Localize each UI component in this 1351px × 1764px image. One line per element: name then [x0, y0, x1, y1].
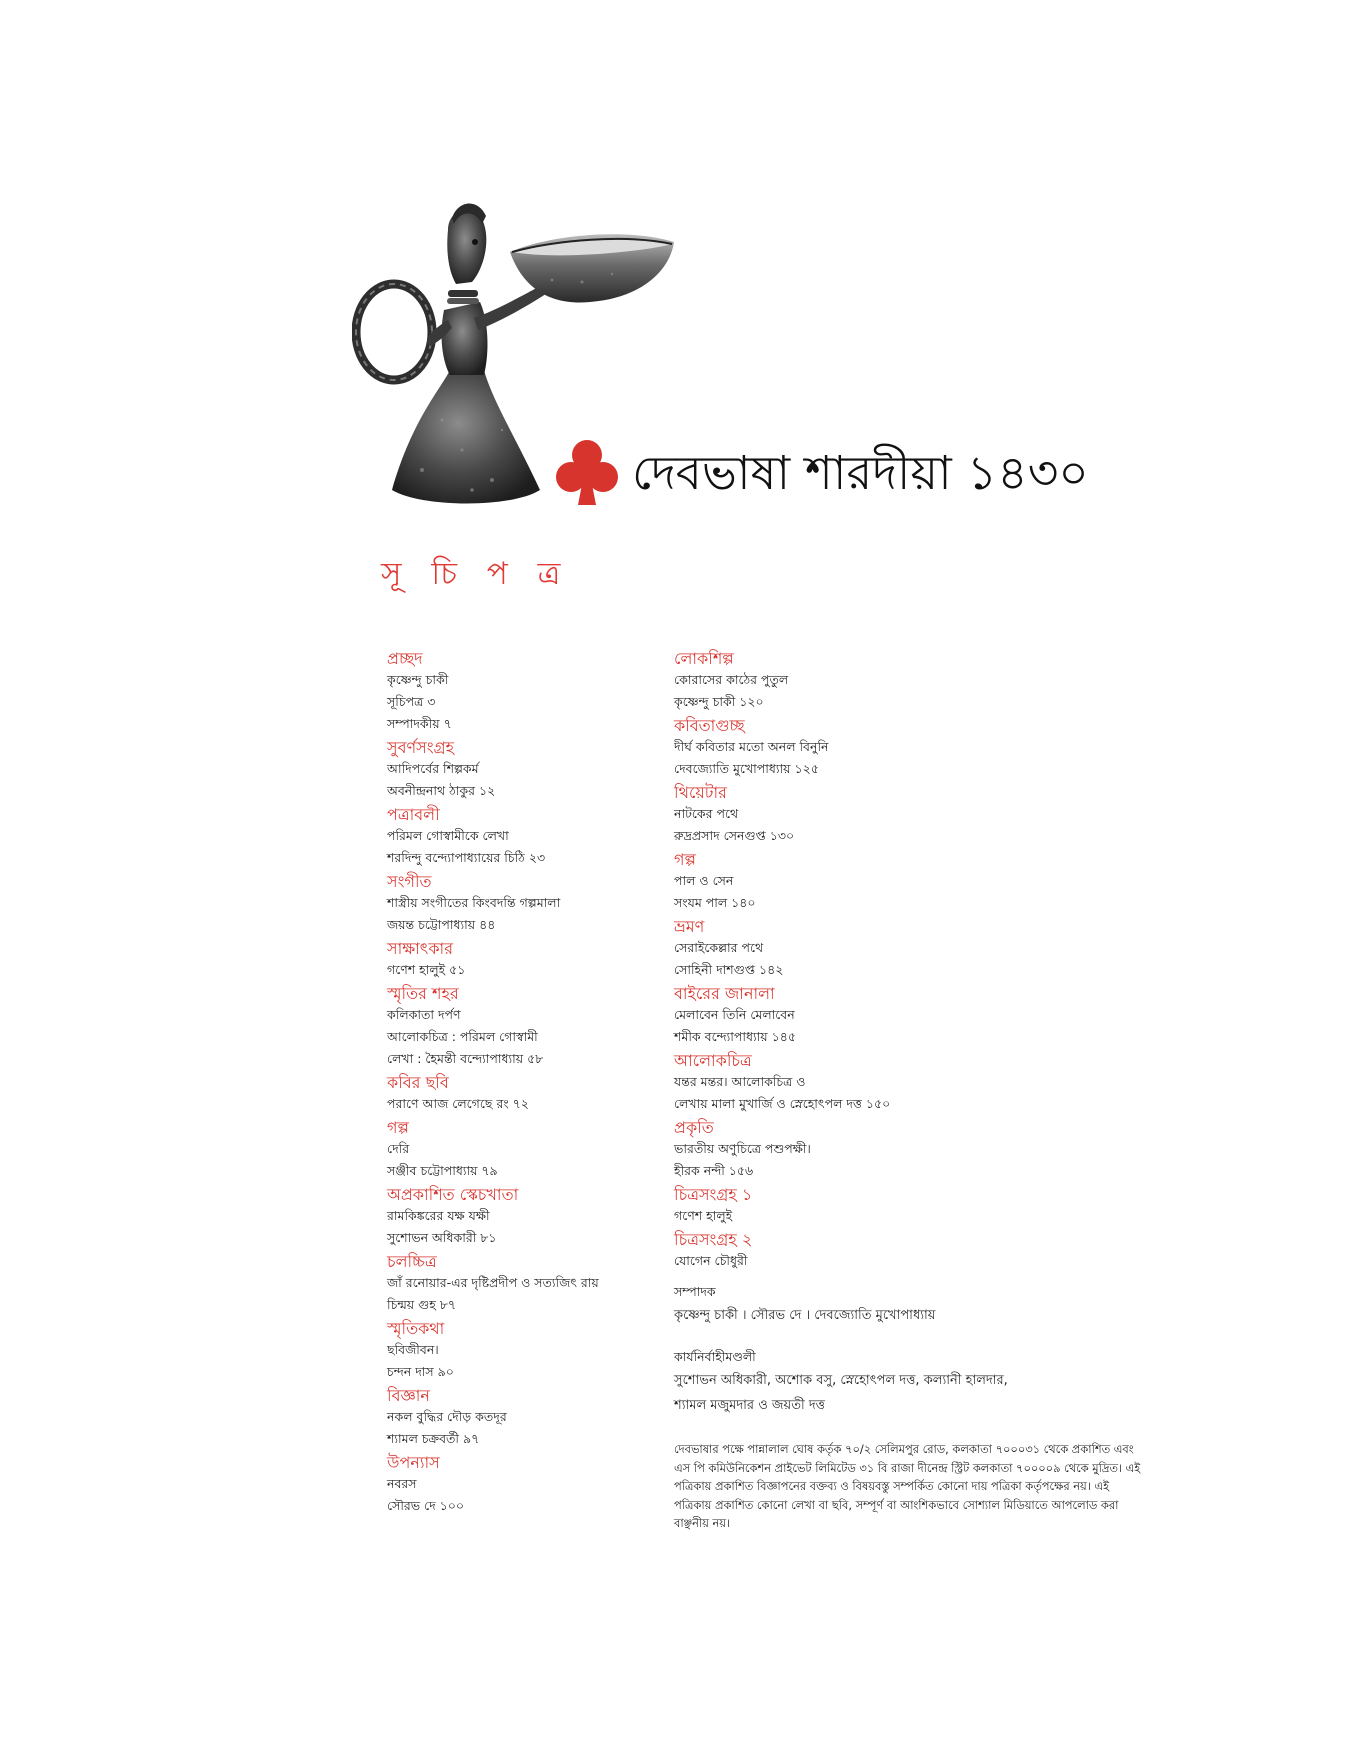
toc-section-title: থিয়েটার — [674, 783, 727, 802]
toc-entry-line: চন্দন দাস ৯০ — [387, 1364, 454, 1379]
toc-section-title: স্মৃতিকথা — [387, 1319, 445, 1338]
toc-entry-line: নবরস — [387, 1476, 417, 1491]
magazine-title: দেবভাষা শারদীয়া ১৪৩০ — [632, 445, 1089, 501]
toc-section-title: চিত্রসংগ্রহ ২ — [674, 1230, 753, 1249]
toc-section — [387, 871, 705, 936]
toc-section — [387, 983, 705, 1070]
toc-section — [674, 849, 1154, 914]
toc-entry-line: মেলাবেন তিনি মেলাবেন — [674, 1007, 795, 1022]
toc-entry-line: পরিমল গোস্বামীকে লেখা — [387, 828, 509, 843]
toc-entry-line: জাঁ রনোয়ার-এর দৃষ্টিপ্রদীপ ও সত্যজিৎ রায় — [387, 1275, 599, 1290]
toc-entry-line: যোগেন চৌধুরী — [674, 1253, 748, 1268]
toc-section-title: সাক্ষাৎকার — [387, 939, 453, 958]
committee-names-line2: শ্যামল মজুমদার ও জয়তী দত্ত — [674, 1398, 825, 1413]
toc-entry-line: ভারতীয় অণুচিত্রে পশুপক্ষী। — [674, 1141, 811, 1156]
toc-entry-line: পরাণে আজ লেগেছে রং ৭২ — [387, 1096, 529, 1111]
toc-section-title: চিত্রসংগ্রহ ১ — [674, 1185, 753, 1204]
toc-entry-line: ছবিজীবন। — [387, 1342, 439, 1357]
toc-section — [674, 916, 1154, 981]
toc-entry-line: সম্পাদকীয় ৭ — [387, 716, 452, 731]
editors-names: কৃষ্ণেন্দু চাকী । সৌরভ দে । দেবজ্যোতি মুখোপাধ্যায় — [674, 1308, 936, 1323]
toc-section — [674, 1117, 1154, 1182]
toc-section — [387, 1072, 705, 1115]
toc-entry-line: কৃষ্ণেন্দু চাকী — [387, 672, 449, 687]
toc-entry-line: সঞ্জীব চট্টোপাধ্যায় ৭৯ — [387, 1163, 498, 1178]
toc-section-title: প্রকৃতি — [674, 1118, 714, 1137]
toc-entry-line: কলিকাতা দর্পণ — [387, 1007, 461, 1022]
toc-entry-line: দীর্ঘ কবিতার মতো অনল বিনুনি — [674, 739, 829, 754]
toc-section — [674, 1050, 1154, 1115]
toc-section-title: অপ্রকাশিত স্কেচখাতা — [387, 1185, 519, 1204]
toc-entry-line: সংযম পাল ১৪০ — [674, 895, 756, 910]
masthead — [556, 436, 1089, 510]
toc-entry-line: সোহিনী দাশগুপ্ত ১৪২ — [674, 962, 784, 977]
toc-heading: সূ চি প ত্র — [381, 556, 571, 592]
toc-entry-line: সৌরভ দে ১০০ — [387, 1498, 465, 1513]
toc-section — [387, 1385, 705, 1450]
toc-section — [674, 1229, 1154, 1272]
toc-entry-line: জয়ন্ত চট্টোপাধ্যায় ৪৪ — [387, 917, 496, 932]
toc-section-title: বাইরের জানালা — [674, 984, 775, 1003]
toc-section — [674, 983, 1154, 1048]
toc-entry-line: শাস্ত্রীয় সংগীতের কিংবদন্তি গল্পমালা — [387, 895, 561, 910]
toc-section-title: লোকশিল্প — [674, 649, 734, 668]
editors-block — [674, 1281, 1154, 1328]
toc-section-title: ভ্রমণ — [674, 917, 705, 936]
toc-section — [387, 1452, 705, 1517]
imprint-text: দেবভাষার পক্ষে পান্নালাল ঘোষ কর্তৃক ৭০/২ সেলিমপুর রোড, কলকাতা ৭০০০৩১ থেকে প্রকাশিত এবং এস পি কমিউনিকেশন প্রাইভেট লিমিটেড ৩১ বি রাজা দীনেন্দ্র স্ট্রিট কলকাতা ৭০০০০৯ থেকে মুদ্রিত। এই পত্রিকায় প্রকাশিত বিজ্ঞাপনের বক্তব্য ও বিষয়বস্তু সম্পর্কিত কোনো দায় পত্রিকা কর্তৃপক্ষের নয়। এই পত্রিকায় প্রকাশিত কোনো লেখা বা ছবি, সম্পূর্ণ বা আংশিকভাবে সোশ্যাল মিডিয়াতে আপলোড করা বাঞ্ছনীয় নয়। — [674, 1442, 1141, 1530]
toc-entry-line: কোরাসের কাঠের পুতুল — [674, 672, 789, 687]
toc-section-title: আলোকচিত্র — [674, 1051, 752, 1070]
toc-section-title: সুবর্ণসংগ্রহ — [387, 738, 454, 757]
toc-entry-line: সুশোভন অধিকারী ৮১ — [387, 1230, 497, 1245]
toc-section — [387, 1251, 705, 1316]
toc-entry-line: গণেশ হালুই — [674, 1208, 733, 1223]
toc-entry-line: রামকিঙ্করের যক্ষ যক্ষী — [387, 1208, 490, 1223]
toc-section-title: কবিতাগুচ্ছ — [674, 716, 745, 735]
committee-names-line1: সুশোভন অধিকারী, অশোক বসু, স্নেহোৎপল দত্ত, কল্যানী হালদার, — [674, 1373, 1008, 1388]
toc-entry-line: হীরক নন্দী ১৫৬ — [674, 1163, 754, 1178]
toc-entry-line: শমীক বন্দ্যোপাধ্যায় ১৪৫ — [674, 1029, 796, 1044]
toc-section — [387, 737, 705, 802]
toc-section-title: স্মৃতির শহর — [387, 984, 459, 1003]
toc-entry-line: দেরি — [387, 1141, 410, 1156]
toc-section — [674, 715, 1154, 780]
toc-entry-line: সেরাইকেল্লার পথে — [674, 940, 764, 955]
toc-section — [387, 804, 705, 869]
toc-entry-line: আলোকচিত্র : পরিমল গোস্বামী — [387, 1029, 538, 1044]
toc-section — [387, 938, 705, 981]
toc-section-title: প্রচ্ছদ — [387, 649, 423, 668]
toc-section — [387, 648, 705, 735]
toc-section — [387, 1117, 705, 1182]
toc-section-title: গল্প — [674, 850, 696, 869]
toc-left-column — [387, 648, 705, 1519]
toc-right-sections — [674, 648, 1154, 1272]
toc-entry-line: যন্তর মন্তর। আলোকচিত্র ও — [674, 1074, 806, 1089]
toc-section-title: চলচ্চিত্র — [387, 1252, 437, 1271]
toc-entry-line: নকল বুদ্ধির দৌড় কতদূর — [387, 1409, 507, 1424]
editors-label: সম্পাদক — [674, 1284, 716, 1299]
toc-entry-line: কৃষ্ণেন্দু চাকী ১২০ — [674, 694, 764, 709]
toc-section — [674, 648, 1154, 713]
toc-section — [387, 1184, 705, 1249]
toc-section-title: গল্প — [387, 1118, 409, 1137]
toc-right-column — [674, 648, 1154, 1533]
toc-entry-line: লেখায় মালা মুখার্জি ও স্নেহোৎপল দত্ত ১৫০ — [674, 1096, 891, 1111]
toc-section-title: পত্রাবলী — [387, 805, 440, 824]
toc-section-title: সংগীত — [387, 872, 432, 891]
toc-entry-line: শ্যামল চক্রবর্তী ৯৭ — [387, 1431, 480, 1446]
toc-entry-line: আদিপর্বের শিল্পকর্ম — [387, 761, 479, 776]
toc-entry-line: গণেশ হালুই ৫১ — [387, 962, 466, 977]
toc-section-title: কবির ছবি — [387, 1073, 449, 1092]
committee-label: কার্যনির্বাহীমণ্ডলী — [674, 1349, 756, 1364]
toc-entry-line: রুদ্রপ্রসাদ সেনগুপ্ত ১৩০ — [674, 828, 795, 843]
committee-block — [674, 1346, 1154, 1418]
toc-section — [387, 1318, 705, 1383]
toc-entry-line: নাটকের পথে — [674, 806, 739, 821]
toc-entry-line: লেখা : হৈমন্তী বন্দ্যোপাধ্যায় ৫৮ — [387, 1051, 544, 1066]
toc-entry-line: চিন্ময় গুহ ৮৭ — [387, 1297, 456, 1312]
club-icon — [556, 439, 618, 507]
toc-section — [674, 1184, 1154, 1227]
toc-entry-line: দেবজ্যোতি মুখোপাধ্যায় ১২৫ — [674, 761, 819, 776]
toc-section-title: উপন্যাস — [387, 1453, 440, 1472]
toc-entry-line: শরদিন্দু বন্দ্যোপাধ্যায়ের চিঠি ২৩ — [387, 850, 546, 865]
toc-section — [674, 782, 1154, 847]
toc-entry-line: পাল ও সেন — [674, 873, 734, 888]
toc-entry-line: সূচিপত্র ৩ — [387, 694, 436, 709]
toc-section-title: বিজ্ঞান — [387, 1386, 430, 1405]
toc-entry-line: অবনীন্দ্রনাথ ঠাকুর ১২ — [387, 783, 496, 798]
